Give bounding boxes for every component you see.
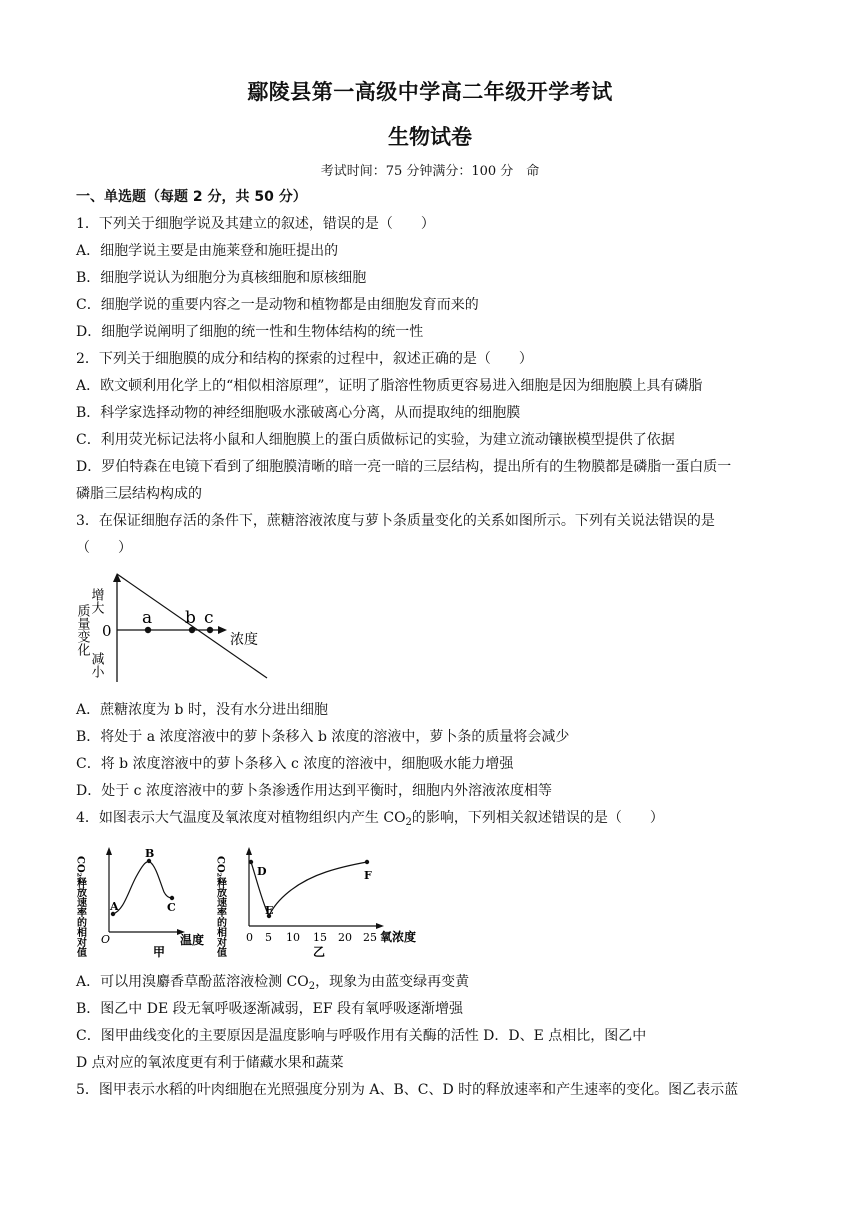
yi-x-arrow bbox=[376, 923, 384, 929]
exam-subtitle: 生物试卷 bbox=[388, 125, 472, 149]
question-4-figure-yi bbox=[216, 842, 426, 962]
question-1-option-a: A．细胞学说主要是由施莱登和施旺提出的 bbox=[76, 243, 339, 259]
x-axis-label: 浓度 bbox=[230, 632, 258, 648]
question-4-option-d: D 点对应的氧浓度更有利于储藏水果和蔬菜 bbox=[76, 1055, 344, 1071]
yi-tick-25: 25 bbox=[363, 931, 377, 944]
yi-tick-20: 20 bbox=[338, 931, 352, 944]
exam-title: 鄢陵县第一高级中学高二年级开学考试 bbox=[247, 80, 613, 104]
point-a-label: a bbox=[142, 608, 153, 628]
question-3-stem: 3．在保证细胞存活的条件下，蔗糖溶液浓度与萝卜条质量变化的关系如图所示。下列有关说法错误的是 bbox=[76, 513, 715, 529]
yi-point-d bbox=[249, 860, 253, 864]
yi-tick-5: 5 bbox=[265, 931, 272, 944]
jia-x-label: 温度 bbox=[180, 933, 205, 947]
question-2-option-b: B．科学家选择动物的神经细胞吸水涨破离心分离，从而提取纯的细胞膜 bbox=[76, 405, 521, 421]
question-4-figure-jia bbox=[76, 842, 216, 960]
jia-point-c bbox=[170, 896, 174, 900]
question-4-stem-sub: 2 bbox=[405, 817, 412, 828]
question-4-option-a-sub: 2 bbox=[308, 981, 316, 992]
question-4-stem-pre: 4．如图表示大气温度及氧浓度对植物组织内产生 CO bbox=[76, 810, 406, 826]
question-3-option-b: B．将处于 a 浓度溶液中的萝卜条移入 b 浓度的溶液中，萝卜条的质量将会减少 bbox=[76, 729, 570, 745]
question-4-option-c: C．图甲曲线变化的主要原因是温度影响与呼吸作用有关酶的活性 D．D、E 点相比，图乙中 bbox=[76, 1028, 647, 1044]
jia-curve bbox=[113, 862, 172, 914]
question-3-option-a: A．蔗糖浓度为 b 时，没有水分进出细胞 bbox=[76, 702, 328, 718]
question-3-option-c: C．将 b 浓度溶液中的萝卜条移入 c 浓度的溶液中，细胞吸水能力增强 bbox=[76, 756, 514, 772]
question-5-stem: 5．图甲表示水稻的叶肉细胞在光照强度分别为 A、B、C、D 时的释放速率和产生速率的变化。图乙表示蓝 bbox=[76, 1082, 739, 1098]
jia-label-b: B bbox=[145, 847, 155, 860]
y-axis-label: 质量变化 bbox=[74, 604, 90, 656]
jia-y-arrow bbox=[106, 847, 112, 855]
yi-tick-15: 15 bbox=[313, 931, 327, 944]
question-2-stem: 2．下列关于细胞膜的成分和结构的探索的过程中，叙述正确的是（ ） bbox=[76, 351, 533, 367]
question-4-option-a-post: ，现象为由蓝变绿再变黄 bbox=[315, 974, 470, 990]
yi-tick-10: 10 bbox=[286, 931, 300, 944]
question-1-stem: 1．下列关于细胞学说及其建立的叙述，错误的是（ ） bbox=[76, 216, 435, 232]
yi-tick-0: 0 bbox=[246, 931, 253, 944]
jia-caption: 甲 bbox=[153, 945, 166, 959]
question-2-option-a: A．欧文顿利用化学上的“相似相溶原理”，证明了脂溶性物质更容易进入细胞是因为细胞膜上具有磷脂 bbox=[76, 378, 703, 394]
yi-point-f bbox=[365, 860, 369, 864]
question-1-option-b: B．细胞学说认为细胞分为真核细胞和原核细胞 bbox=[76, 270, 367, 286]
question-3-option-d: D．处于 c 浓度溶液中的萝卜条渗透作用达到平衡时，细胞内外溶液浓度相等 bbox=[76, 783, 552, 799]
yi-y-label: CO₂释放速率的相对值 bbox=[214, 856, 226, 958]
question-4-stem bbox=[76, 809, 664, 827]
yi-x-label: 氧浓度 bbox=[380, 930, 417, 944]
y-top-label: 增大 bbox=[88, 588, 104, 614]
question-3-stem-cont: （ ） bbox=[76, 540, 132, 556]
yi-y-arrow bbox=[246, 847, 252, 855]
yi-label-e: E bbox=[265, 904, 274, 917]
x-axis-arrow bbox=[218, 626, 227, 634]
jia-label-c: C bbox=[167, 901, 176, 914]
point-b-label: b bbox=[185, 608, 196, 628]
yi-caption: 乙 bbox=[313, 945, 326, 959]
question-4-option-a bbox=[76, 973, 469, 991]
question-2-option-d: D．罗伯特森在电镜下看到了细胞膜清晰的暗一亮一暗的三层结构，提出所有的生物膜都是磷脂一蛋白质一 bbox=[76, 459, 732, 475]
question-4-option-b: B．图乙中 DE 段无氧呼吸逐渐减弱，EF 段有氧呼吸逐渐增强 bbox=[76, 1001, 464, 1017]
question-1-option-c: C．细胞学说的重要内容之一是动物和植物都是由细胞发育而来的 bbox=[76, 297, 479, 313]
question-2-option-c: C．利用荧光标记法将小鼠和人细胞膜上的蛋白质做标记的实验，为建立流动镶嵌模型提供了依据 bbox=[76, 432, 675, 448]
yi-label-d: D bbox=[257, 865, 267, 878]
point-c-label: c bbox=[204, 608, 214, 628]
question-3-figure bbox=[74, 570, 280, 690]
jia-y-label: CO₂释放速率的相对值 bbox=[74, 856, 86, 958]
question-4-option-a-pre: A．可以用溴麝香草酚蓝溶液检测 CO bbox=[76, 974, 309, 990]
section-heading: 一、单选题（每题 2 分，共 50 分） bbox=[76, 189, 307, 205]
jia-label-a: A bbox=[110, 900, 119, 913]
jia-origin: O bbox=[101, 933, 111, 946]
y-bottom-label: 减小 bbox=[88, 652, 104, 678]
question-1-option-d: D．细胞学说阐明了细胞的统一性和生物体结构的统一性 bbox=[76, 324, 424, 340]
y-zero-label: 0 bbox=[102, 622, 112, 640]
question-2-option-d-cont: 磷脂三层结构构成的 bbox=[76, 486, 202, 502]
exam-info: 考试时间：75 分钟满分：100 分 命 bbox=[320, 164, 540, 179]
question-4-stem-post: 的影响，下列相关叙述错误的是（ ） bbox=[411, 810, 664, 826]
yi-label-f: F bbox=[364, 869, 372, 882]
